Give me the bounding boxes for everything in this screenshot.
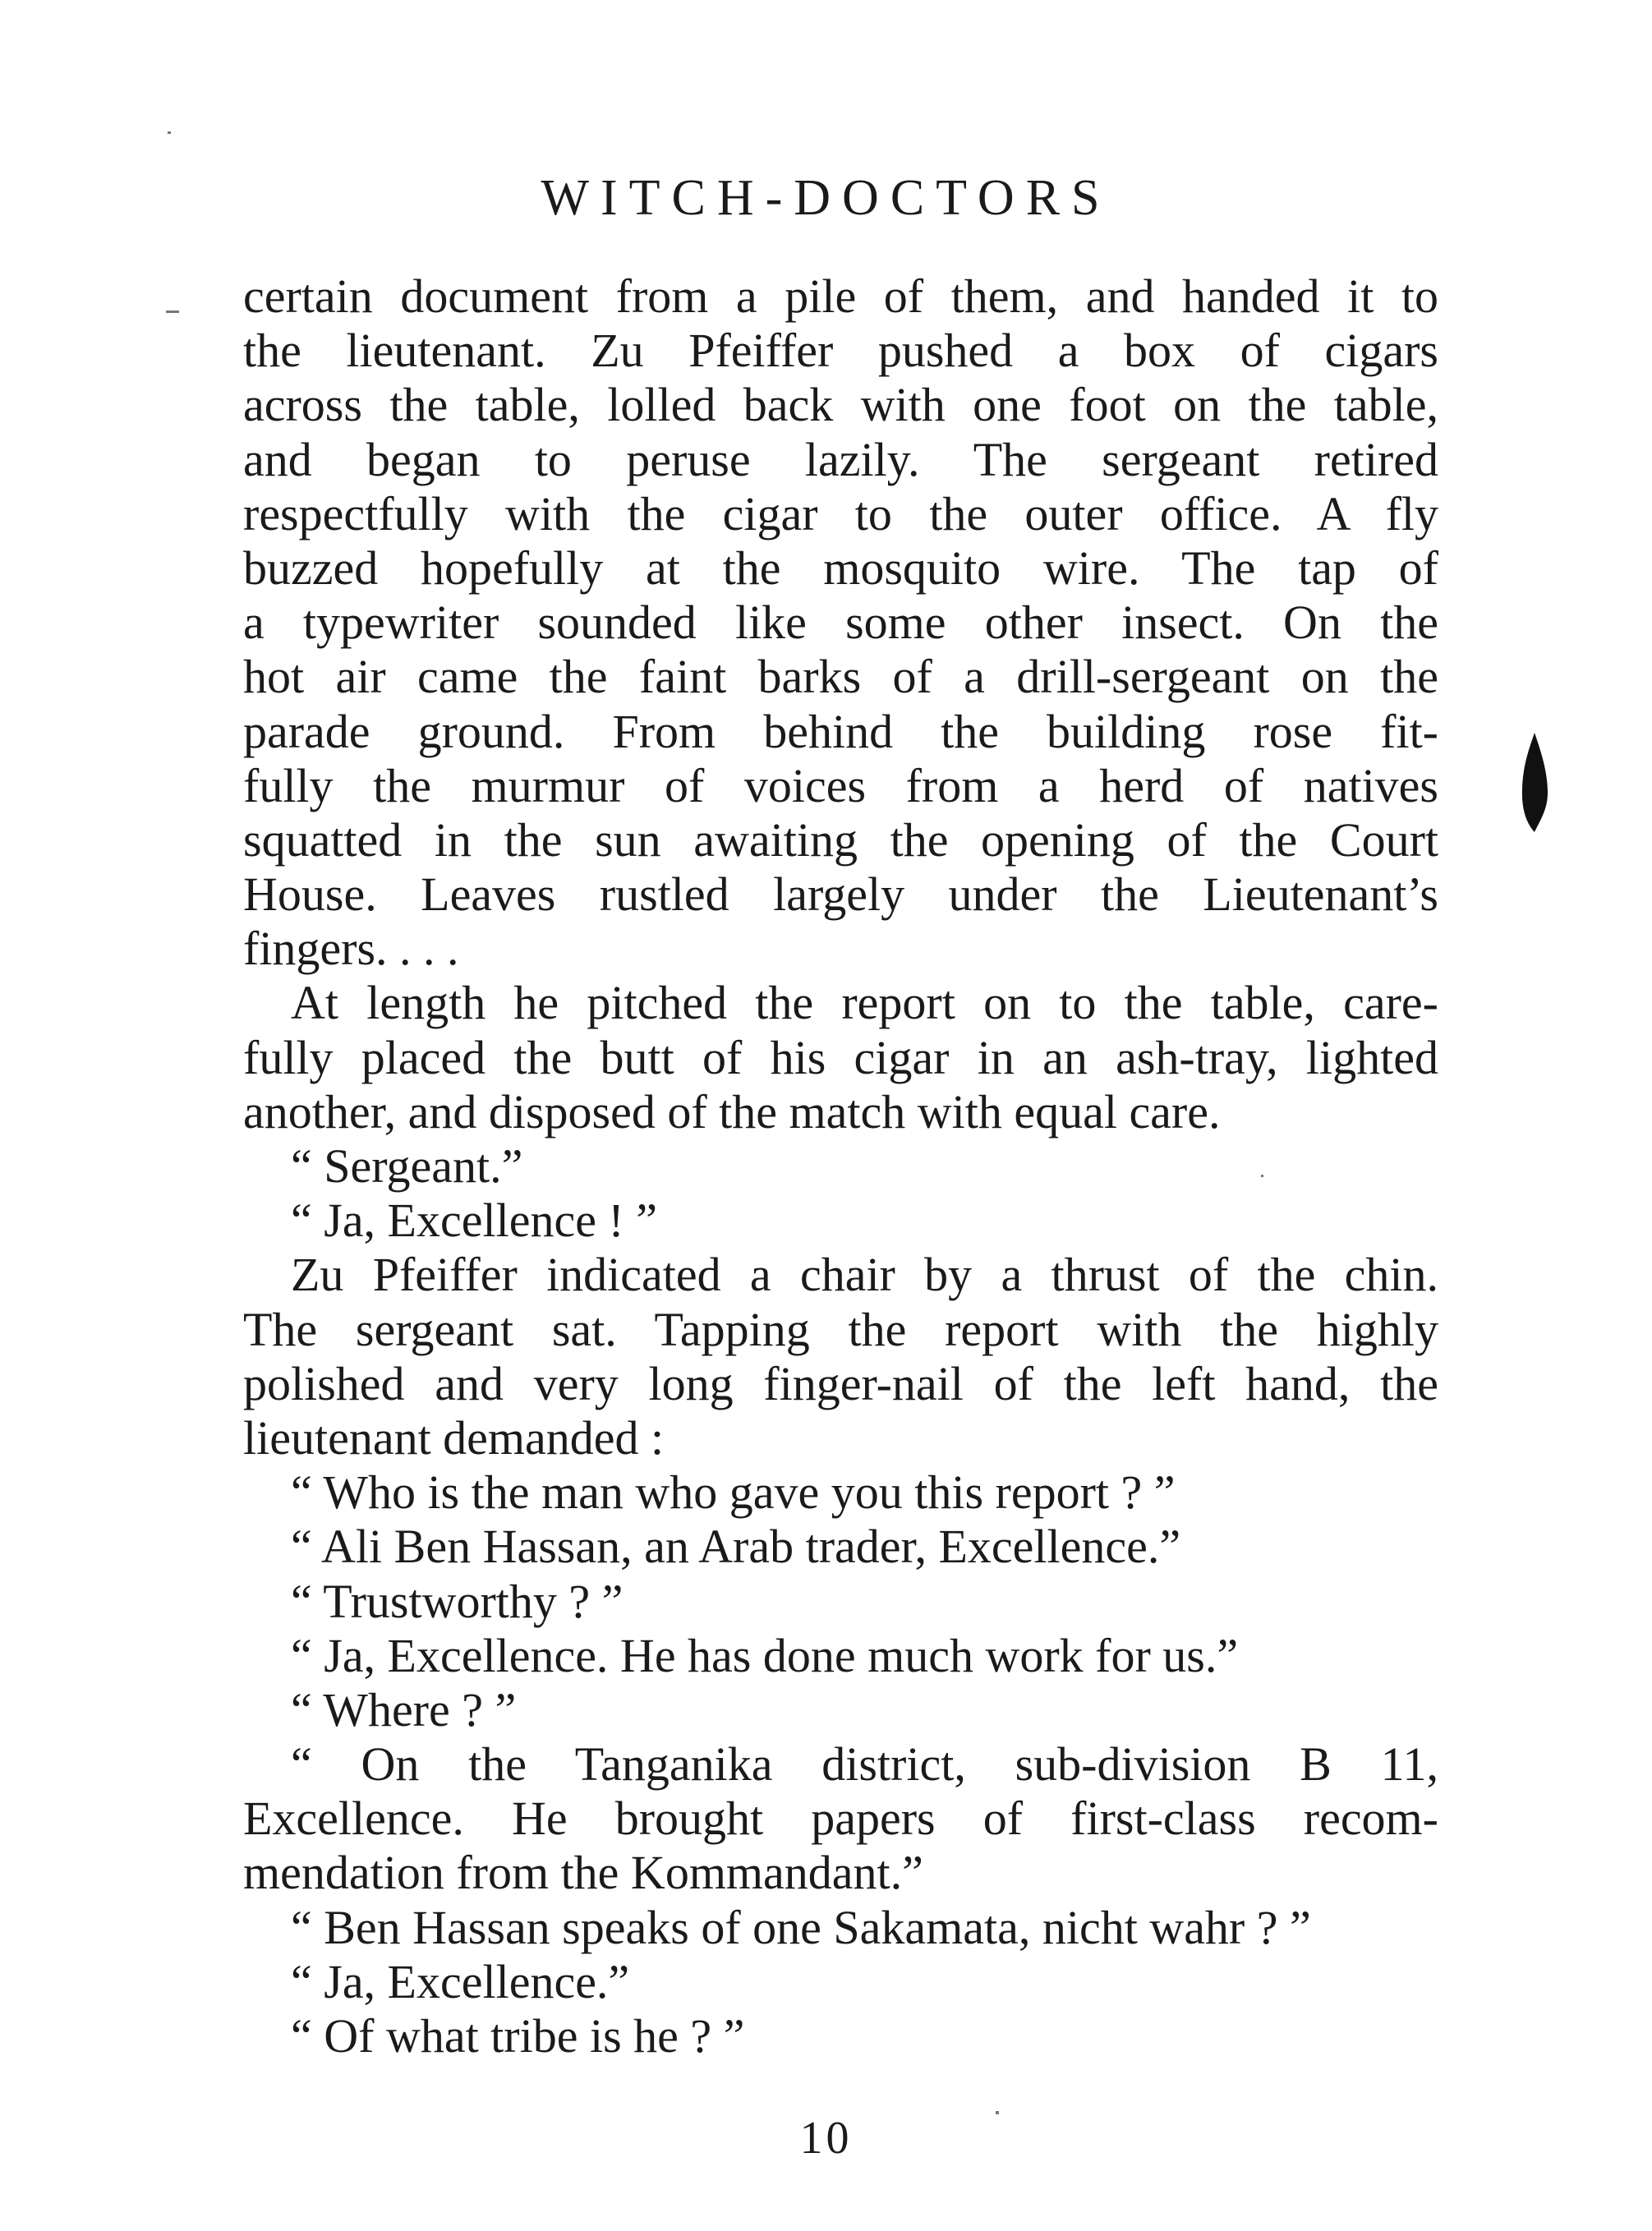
text-line: Excellence. He brought papers of first-class recom- bbox=[243, 1792, 1438, 1846]
text-line: At length he pitched the report on to the table, care- bbox=[291, 976, 1438, 1030]
scan-speck bbox=[168, 131, 171, 134]
dialogue-line: “ Sergeant.” bbox=[291, 1139, 523, 1193]
text-line: a typewriter sounded like some other insect. On the bbox=[243, 596, 1438, 650]
ink-blot-mark bbox=[1518, 731, 1551, 834]
dialogue-line: “ Ali Ben Hassan, an Arab trader, Excellence.” bbox=[291, 1520, 1181, 1574]
text-line: and began to peruse lazily. The sergeant retired bbox=[243, 432, 1438, 486]
dialogue-line: “ Trustworthy ? ” bbox=[291, 1574, 624, 1628]
text-line: respectfully with the cigar to the outer office. A fly bbox=[243, 486, 1438, 540]
dialogue-line: “ Where ? ” bbox=[291, 1682, 517, 1736]
page-number: 10 bbox=[799, 2113, 853, 2164]
text-line: another, and disposed of the match with equal care. bbox=[243, 1084, 1221, 1138]
text-line: hot air came the faint barks of a drill-sergeant on the bbox=[243, 650, 1438, 704]
text-line: buzzed hopefully at the mosquito wire. The tap of bbox=[243, 540, 1438, 595]
text-line: polished and very long finger-nail of the left hand, the bbox=[243, 1356, 1438, 1410]
text-line: certain document from a pile of them, and handed it to bbox=[243, 269, 1438, 323]
body-text bbox=[243, 269, 1438, 2063]
text-line: across the table, lolled back with one foot on the table, bbox=[243, 378, 1438, 432]
text-line: fully placed the butt of his cigar in an ash-tray, lighted bbox=[243, 1030, 1438, 1084]
text-line: fully the murmur of voices from a herd of natives bbox=[243, 758, 1438, 812]
text-line: Zu Pfeiffer indicated a chair by a thrust of the chin. bbox=[291, 1248, 1438, 1302]
text-line: lieutenant demanded : bbox=[243, 1410, 665, 1465]
text-line: The sergeant sat. Tapping the report with the highly bbox=[243, 1302, 1438, 1356]
scan-speck bbox=[1261, 1175, 1263, 1177]
dialogue-line: “ Ben Hassan speaks of one Sakamata, nicht wahr ? ” bbox=[291, 1900, 1311, 1954]
dialogue-line: “ Who is the man who gave you this report ? ” bbox=[291, 1465, 1176, 1520]
dialogue-line: “ Ja, Excellence ! ” bbox=[291, 1194, 657, 1248]
text-line: parade ground. From behind the building rose fit- bbox=[243, 704, 1438, 758]
dialogue-line: “ Ja, Excellence. He has done much work for us.” bbox=[291, 1628, 1239, 1682]
dialogue-line: “ On the Tanganika district, sub-division B 11, bbox=[291, 1737, 1438, 1792]
dialogue-line: “ Of what tribe is he ? ” bbox=[291, 2009, 745, 2063]
text-line: squatted in the sun awaiting the opening of the Court bbox=[243, 812, 1438, 867]
text-line: mendation from the Kommandant.” bbox=[243, 1846, 923, 1900]
text-line: House. Leaves rustled largely under the Lieutenant’s bbox=[243, 867, 1438, 922]
scan-speck bbox=[996, 2111, 999, 2114]
dialogue-line: “ Ja, Excellence.” bbox=[291, 1954, 630, 2008]
text-line: the lieutenant. Zu Pfeiffer pushed a box of cigars bbox=[243, 324, 1438, 378]
scan-speck bbox=[166, 310, 179, 313]
running-head: WITCH-DOCTORS bbox=[541, 170, 1111, 226]
text-line: fingers. . . . bbox=[243, 922, 459, 976]
